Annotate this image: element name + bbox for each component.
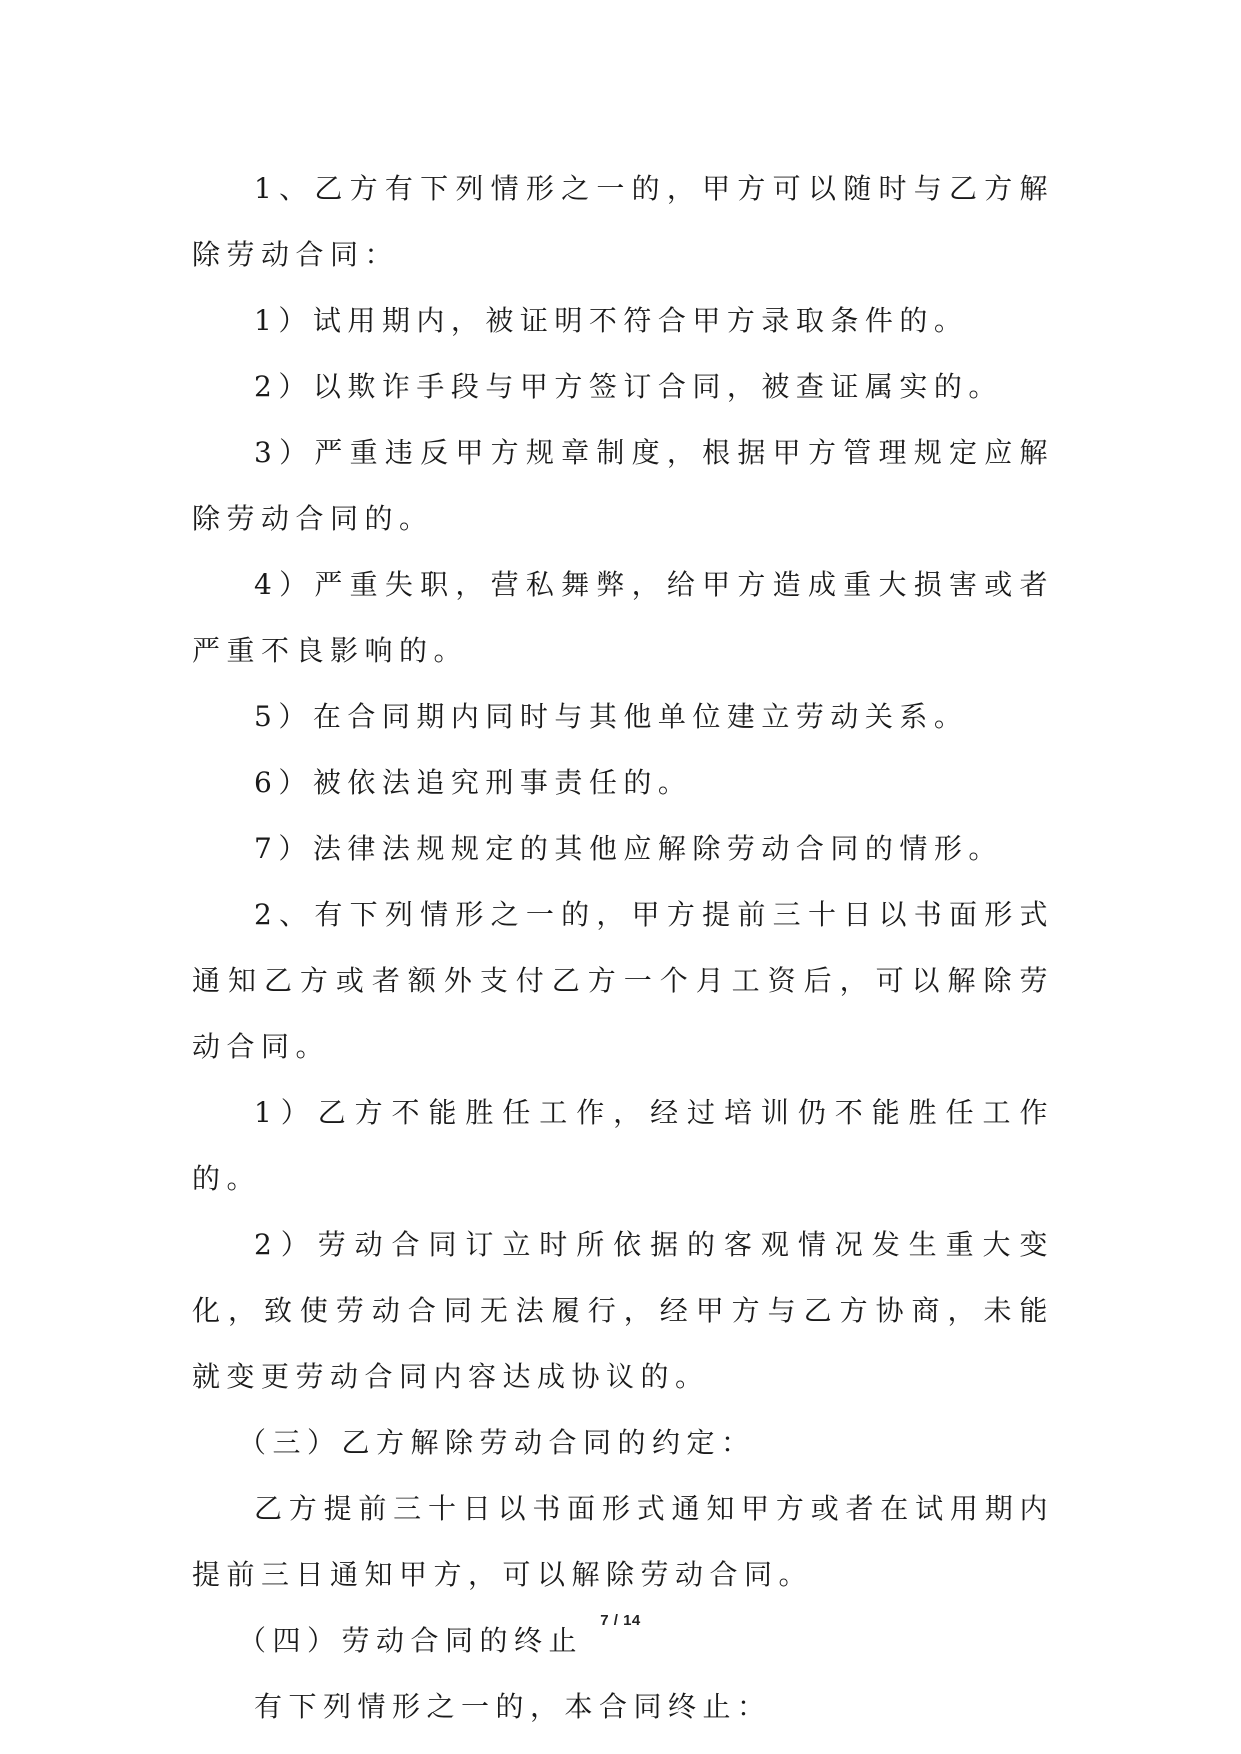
clause-1-item-1: 1）试用期内，被证明不符合甲方录取条件的。: [254, 304, 969, 337]
section-4-text: 有下列情形之一的，本合同终止：: [254, 1690, 772, 1723]
clause-2-heading: 2、有下列情形之一的，甲方提前三十日以书面形式通知乙方或者额外支付乙方一个月工资后，可以解除劳动合同。: [192, 898, 1054, 1063]
clause-2-item-2: 2）劳动合同订立时所依据的客观情况发生重大变化，致使劳动合同无法履行，经甲方与乙方协商，未能就变更劳动合同内容达成协议的。: [192, 1228, 1054, 1393]
clause-1-item-6: 6）被依法追究刑事责任的。: [254, 766, 693, 799]
section-4-heading: （四）劳动合同的终止: [238, 1624, 584, 1657]
clause-1-heading: 1、乙方有下列情形之一的，甲方可以随时与乙方解除劳动合同：: [192, 172, 1054, 271]
clause-1-item-2: 2）以欺诈手段与甲方签订合同，被查证属实的。: [254, 370, 1003, 403]
clause-1-item-7: 7）法律法规规定的其他应解除劳动合同的情形。: [254, 832, 1003, 865]
clause-1-item-3: 3）严重违反甲方规章制度，根据甲方管理规定应解除劳动合同的。: [192, 436, 1054, 535]
section-3-text: 乙方提前三十日以书面形式通知甲方或者在试用期内提前三日通知甲方，可以解除劳动合同。: [192, 1492, 1054, 1591]
page-number: 7 / 14: [600, 1612, 641, 1629]
clause-1-item-4: 4）严重失职，营私舞弊，给甲方造成重大损害或者严重不良影响的。: [192, 568, 1054, 667]
section-3-heading: （三）乙方解除劳动合同的约定：: [238, 1426, 756, 1459]
clause-2-item-1: 1）乙方不能胜任工作，经过培训仍不能胜任工作的。: [192, 1096, 1054, 1195]
clause-1-item-5: 5）在合同期内同时与其他单位建立劳动关系。: [254, 700, 969, 733]
document-body: [192, 156, 1054, 1740]
